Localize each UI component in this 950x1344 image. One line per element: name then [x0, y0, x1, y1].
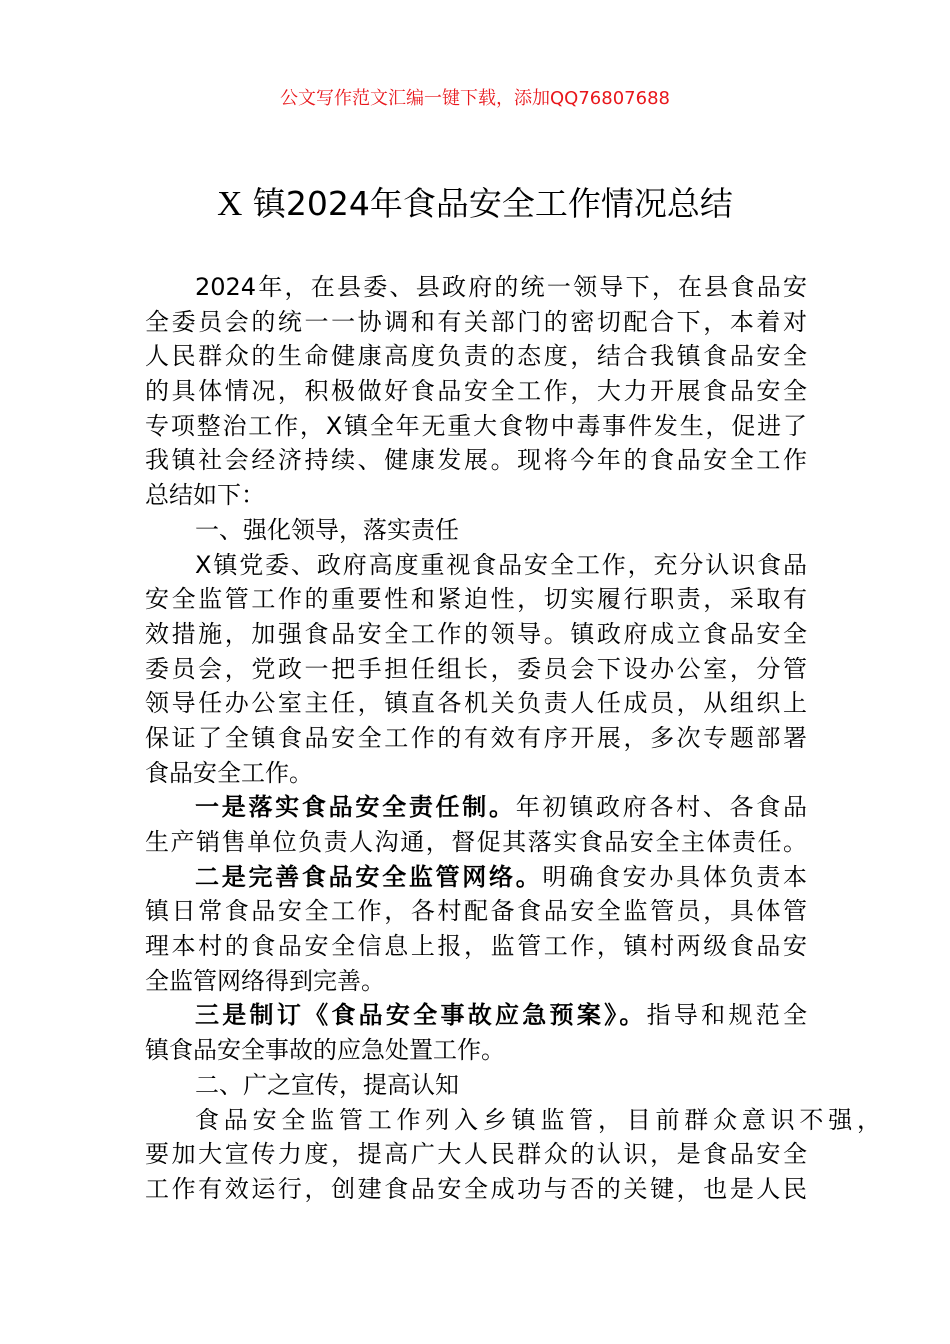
- text-line: [145, 1033, 807, 1068]
- title-prefix: X: [217, 184, 243, 223]
- text-line: [145, 1068, 807, 1103]
- text-line: [145, 1103, 881, 1138]
- line-text: 明确食安办具体负责本: [542, 862, 808, 891]
- line-text: 生产销售单位负责人沟通，督促其落实食品安全主体责任。: [145, 828, 807, 856]
- line-text: 食品安全监管工作列入乡镇监管，目前群众意识不强，: [195, 1105, 881, 1134]
- line-text: 二、广之宣传，提高认知: [195, 1070, 459, 1099]
- text-line: [145, 582, 807, 617]
- text-line: [145, 617, 807, 652]
- line-text: 2024年，在县委、县政府的统一领导下，在县食品安: [195, 273, 807, 301]
- text-line: [145, 825, 807, 860]
- header-download-note: 公文写作范文汇编一键下载，添加QQ76807688: [280, 88, 670, 109]
- line-text: 总结如下：: [145, 481, 265, 510]
- text-line: [145, 964, 807, 999]
- line-text: 领导任办公室主任，镇直各机关负责人任成员，从组织上: [145, 689, 807, 718]
- text-line: [145, 478, 807, 513]
- document-body: [145, 270, 881, 1207]
- bold-lead: 二是完善食品安全监管网络。: [195, 862, 543, 891]
- text-line: [145, 721, 807, 756]
- title-main: 镇2024年食品安全工作情况总结: [252, 184, 733, 223]
- line-text: 镇日常食品安全工作，各村配备食品安全监管员，具体管: [145, 897, 807, 926]
- line-text: 人民群众的生命健康高度负责的态度，结合我镇食品安全: [145, 342, 807, 371]
- line-text: 效措施，加强食品安全工作的领导。镇政府成立食品安全: [145, 619, 807, 648]
- line-text: 全委员会的统一一协调和有关部门的密切配合下，本着对: [145, 307, 807, 336]
- text-line: [145, 860, 807, 895]
- text-line: [145, 998, 807, 1033]
- line-text: 我镇社会经济持续、健康发展。现将今年的食品安全工作: [145, 446, 807, 475]
- line-text: 委员会，党政一把手担任组长，委员会下设办公室，分管: [145, 654, 807, 683]
- text-line: [145, 686, 807, 721]
- text-line: [145, 894, 807, 929]
- text-line: [145, 305, 807, 340]
- line-text: 专项整治工作，X镇全年无重大食物中毒事件发生，促进了: [145, 411, 807, 440]
- line-text: 一、强化领导，落实责任: [195, 515, 459, 544]
- text-line: [145, 1172, 807, 1207]
- line-text: 指导和规范全: [646, 1001, 808, 1030]
- line-text: 年初镇政府各村、各食品: [515, 793, 808, 822]
- line-text: 要加大宣传力度，提高广大人民群众的认识，是食品安全: [145, 1140, 807, 1169]
- line-text: 食品安全工作。: [145, 758, 313, 787]
- bold-lead: 三是制订《食品安全事故应急预案》。: [195, 1001, 647, 1030]
- text-line: [145, 790, 807, 825]
- bold-lead: 一是落实食品安全责任制。: [195, 793, 516, 822]
- text-line: [145, 409, 807, 444]
- line-text: 全监管网络得到完善。: [145, 966, 385, 995]
- text-line: [145, 548, 807, 583]
- text-line: [145, 270, 807, 305]
- text-line: [145, 756, 807, 791]
- line-text: 镇食品安全事故的应急处置工作。: [145, 1036, 505, 1065]
- line-text: 保证了全镇食品安全工作的有效有序开展，多次专题部署: [145, 723, 807, 752]
- text-line: [145, 652, 807, 687]
- line-text: 安全监管工作的重要性和紧迫性，切实履行职责，采取有: [145, 585, 807, 614]
- line-text: 的具体情况，积极做好食品安全工作，大力开展食品安全: [145, 377, 807, 406]
- text-line: [145, 929, 807, 964]
- text-line: [145, 374, 807, 409]
- text-line: [145, 443, 807, 478]
- text-line: [145, 513, 807, 548]
- line-text: X镇党委、政府高度重视食品安全工作，充分认识食品: [195, 550, 807, 579]
- line-text: 工作有效运行，创建食品安全成功与否的关键，也是人民: [145, 1174, 807, 1203]
- document-title: [0, 178, 950, 225]
- text-line: [145, 1137, 807, 1172]
- text-line: [145, 339, 807, 374]
- line-text: 理本村的食品安全信息上报，监管工作，镇村两级食品安: [145, 932, 807, 961]
